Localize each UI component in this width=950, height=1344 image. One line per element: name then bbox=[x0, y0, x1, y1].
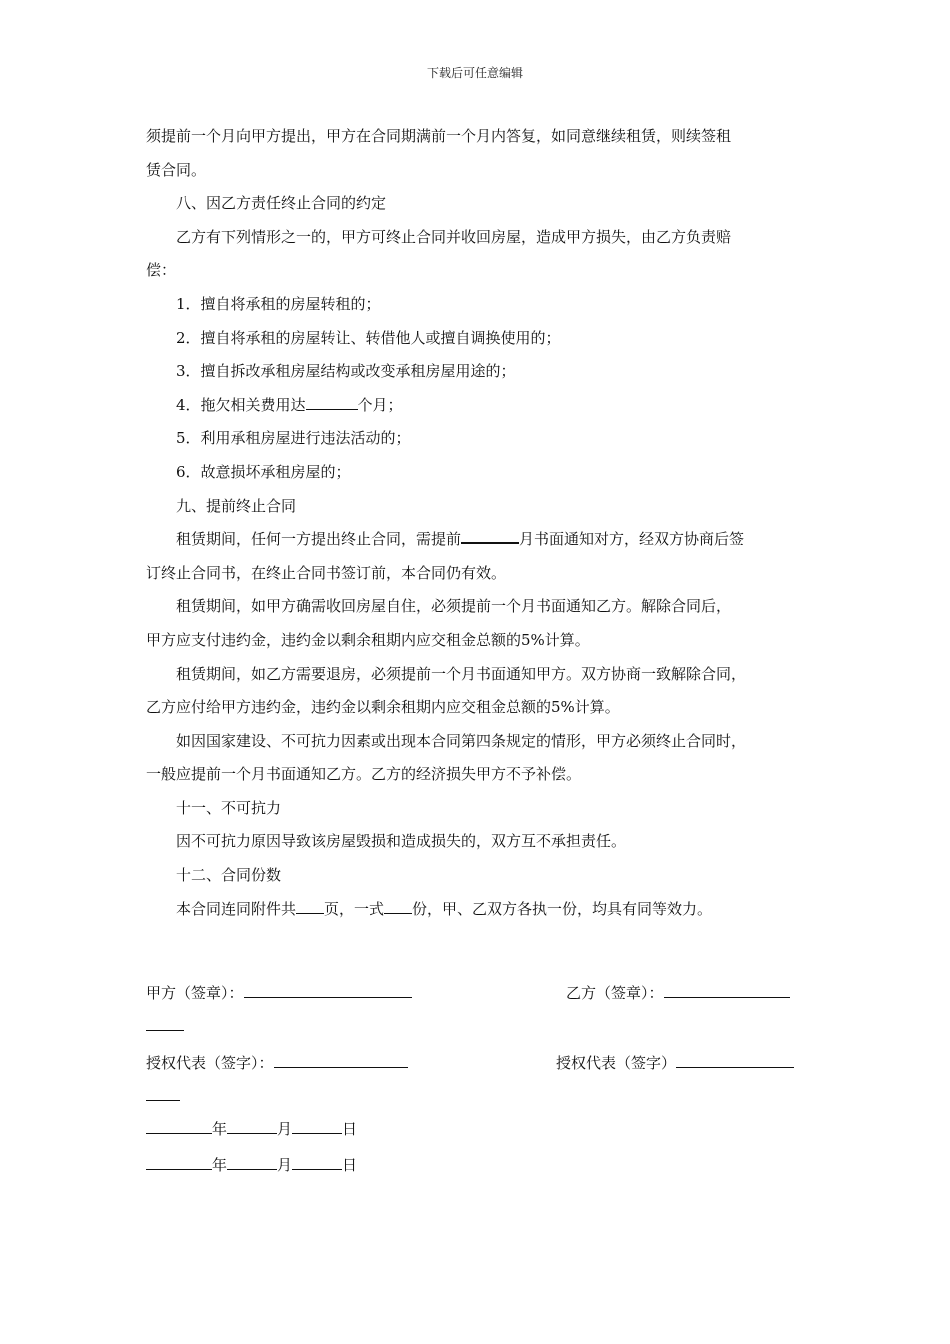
signature-line bbox=[146, 1086, 180, 1101]
date-row bbox=[146, 1154, 810, 1176]
line-continuation bbox=[146, 1074, 810, 1108]
paragraph: 甲方应支付违约金，违约金以剩余租期内应交租金总额的5%计算。 bbox=[146, 630, 590, 649]
date-line bbox=[292, 1155, 342, 1170]
signature-block bbox=[146, 982, 810, 1176]
date-line bbox=[227, 1119, 277, 1134]
list-item bbox=[146, 389, 810, 423]
contract-body bbox=[146, 120, 810, 926]
rep-b-label: 授权代表（签字） bbox=[556, 1054, 677, 1072]
notice-before: 租赁期间，任何一方提出终止合同，需提前 bbox=[176, 530, 462, 549]
blank-line bbox=[384, 899, 412, 914]
day-label: 日 bbox=[342, 1156, 358, 1174]
signature-line bbox=[146, 1016, 184, 1031]
party-signature-row bbox=[146, 982, 810, 1004]
signature-line bbox=[244, 983, 412, 998]
list-item: 1．擅自将承租的房屋转租的； bbox=[176, 294, 381, 313]
paragraph: 租赁期间，如甲方确需收回房屋自住，必须提前一个月书面通知乙方。解除合同后， bbox=[176, 597, 732, 616]
party-a-label: 甲方（签章）： bbox=[146, 984, 244, 1002]
month-label: 月 bbox=[277, 1156, 293, 1174]
paragraph: 偿： bbox=[146, 261, 177, 280]
paragraph: 乙方应付给甲方违约金，违约金以剩余租期内应交租金总额的5%计算。 bbox=[146, 698, 620, 717]
section-heading-12: 十二、合同份数 bbox=[176, 866, 282, 885]
date-line bbox=[227, 1155, 277, 1170]
party-b-group bbox=[566, 982, 790, 1003]
notice-after: 月书面通知对方，经双方协商后签 bbox=[519, 530, 745, 549]
paragraph: 赁合同。 bbox=[146, 160, 207, 179]
blank-line bbox=[461, 528, 519, 544]
rep-a-label: 授权代表（签字）： bbox=[146, 1054, 274, 1072]
paragraph: 一般应提前一个月书面通知乙方。乙方的经济损失甲方不予补偿。 bbox=[146, 765, 582, 784]
list-item: 3．擅自拆改承租房屋结构或改变承租房屋用途的； bbox=[176, 362, 516, 381]
copies-text: 份，甲、乙双方各执一份，均具有同等效力。 bbox=[412, 899, 713, 918]
section-heading-11: 十一、不可抗力 bbox=[176, 798, 282, 817]
year-label: 年 bbox=[212, 1156, 228, 1174]
day-label: 日 bbox=[342, 1120, 358, 1138]
blank-line bbox=[306, 395, 358, 410]
paragraph: 租赁期间，如乙方需要退房，必须提前一个月书面通知甲方。双方协商一致解除合同， bbox=[176, 664, 747, 683]
signature-line bbox=[664, 983, 790, 998]
paragraph: 如因国家建设、不可抗力因素或出现本合同第四条规定的情形，甲方必须终止合同时， bbox=[176, 731, 747, 750]
date-line bbox=[146, 1155, 212, 1170]
date-row bbox=[146, 1118, 810, 1140]
line-continuation bbox=[146, 1004, 810, 1038]
section-heading-8: 八、因乙方责任终止合同的约定 bbox=[176, 194, 387, 213]
month-label: 月 bbox=[277, 1120, 293, 1138]
copies-text: 页，一式 bbox=[324, 899, 385, 918]
signature-line bbox=[274, 1053, 408, 1068]
list-item: 2．擅自将承租的房屋转让、转借他人或擅自调换使用的； bbox=[176, 328, 561, 347]
date-line bbox=[292, 1119, 342, 1134]
copies-text: 本合同连同附件共 bbox=[176, 899, 297, 918]
paragraph: 须提前一个月向甲方提出，甲方在合同期满前一个月内答复，如同意继续租赁，则续签租 bbox=[146, 127, 732, 145]
rep-b-group bbox=[556, 1052, 794, 1073]
year-label: 年 bbox=[212, 1120, 228, 1138]
party-b-label: 乙方（签章）： bbox=[566, 984, 664, 1002]
rep-signature-row bbox=[146, 1052, 810, 1074]
section-heading-9: 九、提前终止合同 bbox=[176, 496, 297, 515]
signature-line bbox=[676, 1053, 794, 1068]
list-item: 5．利用承租房屋进行违法活动的； bbox=[176, 429, 411, 448]
list-item: 6．故意损坏承租房屋的； bbox=[176, 462, 351, 481]
paragraph: 乙方有下列情形之一的，甲方可终止合同并收回房屋，造成甲方损失，由乙方负责赔 bbox=[176, 227, 732, 246]
paragraph: 订终止合同书，在终止合同书签订前，本合同仍有效。 bbox=[146, 563, 507, 582]
date-line bbox=[146, 1119, 212, 1134]
item4-before: 4．拖欠相关费用达 bbox=[176, 395, 306, 414]
paragraph bbox=[146, 893, 810, 927]
paragraph bbox=[146, 523, 810, 557]
item4-after: 个月； bbox=[357, 395, 403, 414]
blank-line bbox=[296, 899, 324, 914]
paragraph: 因不可抗力原因导致该房屋毁损和造成损失的，双方互不承担责任。 bbox=[176, 832, 627, 851]
page-header: 下载后可任意编辑 bbox=[426, 66, 523, 80]
